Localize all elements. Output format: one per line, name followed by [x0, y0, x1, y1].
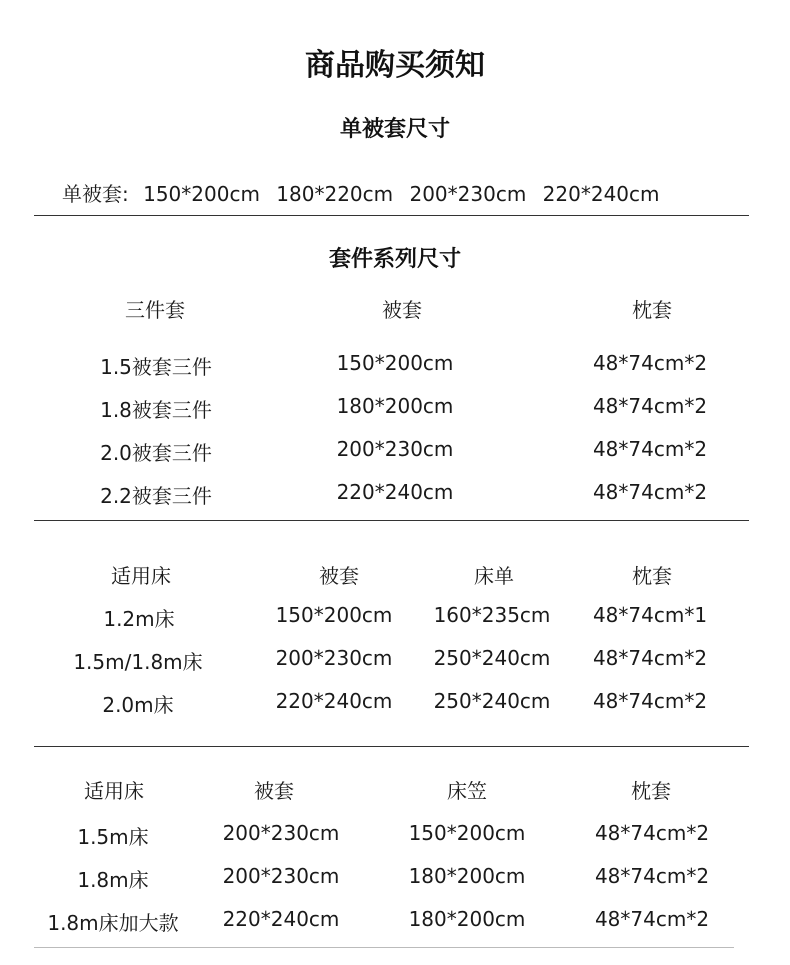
table-cell: 48*74cm*1: [592, 603, 708, 627]
table-cell: 150*200cm: [408, 821, 526, 845]
table-cell: 48*74cm*2: [594, 907, 710, 931]
table-cell: 48*74cm*2: [592, 646, 708, 670]
table-cell: 48*74cm*2: [592, 689, 708, 713]
table-header: 枕套: [631, 779, 671, 803]
table-cell: 48*74cm*2: [592, 480, 708, 504]
table-cell: 1.8m床加大款: [47, 911, 179, 935]
table-cell: 250*240cm: [433, 646, 551, 670]
table-header: 适用床: [111, 564, 171, 588]
table-cell: 1.8被套三件: [100, 398, 212, 422]
divider: [34, 215, 749, 216]
table-cell: 200*230cm: [275, 646, 393, 670]
table-cell: 150*200cm: [336, 351, 454, 375]
table-header: 床单: [474, 564, 514, 588]
table-cell: 200*230cm: [222, 821, 340, 845]
table-header: 枕套: [632, 298, 672, 322]
divider: [34, 746, 749, 747]
table-cell: 200*230cm: [222, 864, 340, 888]
table-cell: 2.0被套三件: [100, 441, 212, 465]
single-cover-size: 220*240cm: [542, 182, 660, 206]
table-cell: 48*74cm*2: [592, 351, 708, 375]
divider: [34, 520, 749, 521]
table-cell: 1.5被套三件: [100, 355, 212, 379]
table-cell: 48*74cm*2: [594, 864, 710, 888]
table-cell: 220*240cm: [222, 907, 340, 931]
table-cell: 180*200cm: [408, 907, 526, 931]
table-cell: 220*240cm: [336, 480, 454, 504]
table-cell: 48*74cm*2: [592, 437, 708, 461]
table-cell: 2.0m床: [102, 693, 174, 717]
table-cell: 1.5m/1.8m床: [73, 650, 203, 674]
table-cell: 150*200cm: [275, 603, 393, 627]
table-cell: 180*200cm: [336, 394, 454, 418]
single-cover-row: [62, 178, 660, 207]
single-cover-label: 单被套:: [62, 182, 129, 206]
table-header: 被套: [254, 779, 294, 803]
table-header: 被套: [382, 298, 422, 322]
table-cell: 48*74cm*2: [594, 821, 710, 845]
table-cell: 48*74cm*2: [592, 394, 708, 418]
single-cover-size: 200*230cm: [409, 182, 527, 206]
table-cell: 2.2被套三件: [100, 484, 212, 508]
page-title: 商品购买须知: [305, 48, 485, 83]
table-cell: 250*240cm: [433, 689, 551, 713]
table-header: 枕套: [632, 564, 672, 588]
set-series-heading: 套件系列尺寸: [328, 247, 462, 272]
table-header: 三件套: [125, 298, 185, 322]
single-cover-heading: 单被套尺寸: [339, 117, 451, 142]
table-cell: 200*230cm: [336, 437, 454, 461]
table-header: 被套: [319, 564, 359, 588]
table-header: 适用床: [84, 779, 144, 803]
table-cell: 180*200cm: [408, 864, 526, 888]
table-cell: 1.2m床: [103, 607, 175, 631]
single-cover-size: 150*200cm: [143, 182, 260, 206]
single-cover-size: 180*220cm: [276, 182, 394, 206]
divider: [34, 947, 734, 948]
table-header: 床笠: [447, 779, 487, 803]
table-cell: 1.5m床: [77, 825, 149, 849]
table-cell: 1.8m床: [77, 868, 149, 892]
table-cell: 160*235cm: [433, 603, 551, 627]
table-cell: 220*240cm: [275, 689, 393, 713]
